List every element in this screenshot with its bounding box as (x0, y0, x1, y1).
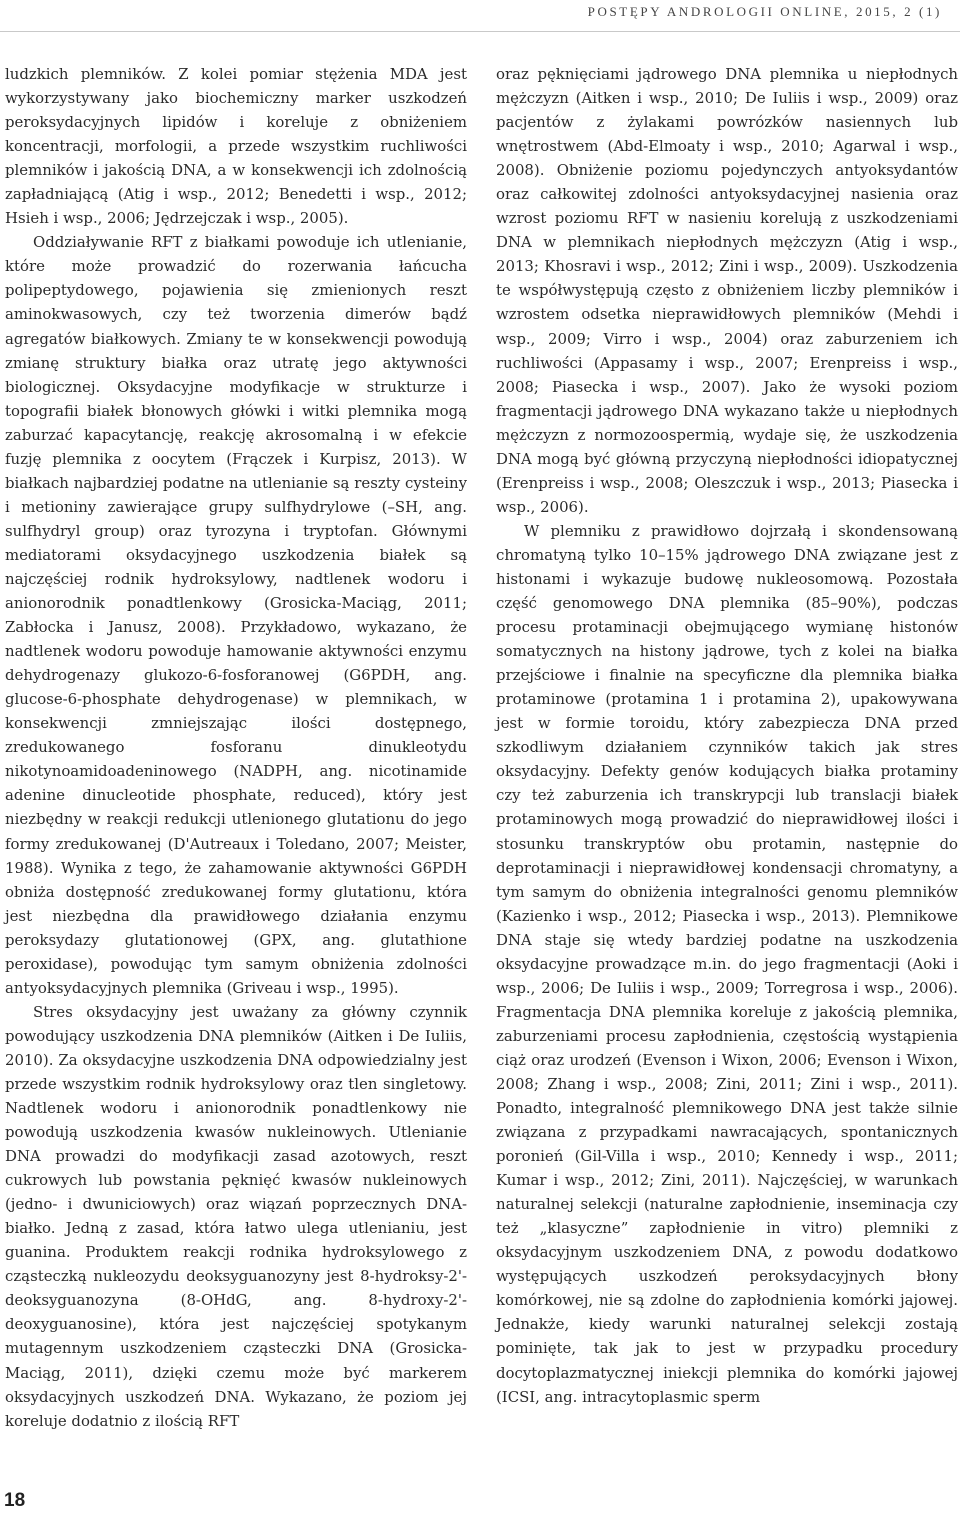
paragraph: Stres oksydacyjny jest uważany za główny czynnik powodujący uszkodzenia DNA plemników (Aitken i De Iuliis, 2010). Za oksydacyjne uszkodzenia DNA odpowiedzialny jest przede wszystkim rodnik hydroksylowy oraz tlen singletowy. Nadtlenek wodoru i anionorodnik ponadtlenkowy nie powodują uszkodzenia kwasów nukleinowych. Utlenianie DNA prowadzi do modyfikacji zasad azotowych, reszt cukrowych lub powstania pęknięć kwasów nukleinowych (jedno- i dwuniciowych) oraz wiązań poprzecznych DNA-białko. Jedną z zasad, która łatwo ulega utlenianiu, jest guanina. Produktem reakcji rodnika hydroksylowego z cząsteczką nukleozydu deoksyguanozyny jest 8-hydroksy-2'-deoksyguanozyna (8-OHdG, ang. 8-hydroxy-2'-deoxyguanosine), która jest najczęściej spotykanym mutagennym uszkodzeniem cząsteczki DNA (Grosicka-Maciąg, 2011), dzięki czemu może być markerem oksydacyjnych uszkodzeń DNA. Wykazano, że poziom jej koreluje dodatnio z ilością RFT (5, 1002, 467, 1430)
left-column (5, 62, 467, 1433)
right-column (496, 62, 958, 1409)
paragraph: ludzkich plemników. Z kolei pomiar stężenia MDA jest wykorzystywany jako biochemiczny marker uszkodzeń peroksydacyjnych lipidów i koreluje z obniżeniem koncentracji, morfologii, a przede wszystkim ruchliwości plemników i jakością DNA, a w konsekwencji ich zdolnością zapładniającą (Atig i wsp., 2012; Benedetti i wsp., 2012; Hsieh i wsp., 2006; Jędrzejczak i wsp., 2005). (5, 65, 467, 228)
running-header: POSTĘPY ANDROLOGII ONLINE, 2015, 2 (1) (587, 4, 942, 19)
page-number: 18 (4, 1490, 26, 1511)
paragraph: W plemniku z prawidłowo dojrzałą i skondensowaną chromatyną tylko 10–15% jądrowego DNA związane jest z histonami i wykazuje budowę nukleosomową. Pozostała część genomowego DNA plemnika (85–90%), podczas procesu protaminacji obejmującego wymianę histonów somatycznych na histony jądrowe, tych z kolei na białka przejściowe i finalnie na specyficzne dla plemnika białka protaminowe (protamina 1 i protamina 2), upakowywana jest w formie toroidu, który zabezpiecza DNA przed szkodliwym działaniem czynników takich jak stres oksydacyjny. Defekty genów kodujących białka protaminy czy też zaburzenia ich transkrypcji lub translacji białek protaminowych mogą prowadzić do nieprawidłowej ilości i stosunku transkryptów obu protamin, następnie do deprotaminacji i nieprawidłowej kondensacji chromatyny, a tym samym do obniżenia integralności genomu plemników (Kazienko i wsp., 2012; Piasecka i wsp., 2013). Plemnikowe DNA staje się wtedy bardziej podatne na uszkodzenia oksydacyjne prowadzące m.in. do jego fragmentacji (Aoki i wsp., 2006; De Iuliis i wsp., 2009; Torregrosa i wsp., 2006). Fragmentacja DNA plemnika koreluje z jakością plemnika, zaburzeniami procesu zapłodnienia, częstością wystąpienia ciąż oraz urodzeń (Evenson i Wixon, 2006; Evenson i Wixon, 2008; Zhang i wsp., 2008; Zini, 2011; Zini i wsp., 2011). Ponadto, integralność plemnikowego DNA jest także silnie związana z przypadkami nawracających, spontanicznych poronień (Gil-Villa i wsp., 2010; Kennedy i wsp., 2011; Kumar i wsp., 2012; Zini, 2011). Najczęściej, w warunkach naturalnej selekcji (naturalne zapłodnienie, inseminacja czy też „klasyczne” zapłodnienie in vitro) plemniki z oksydacyjnym uszkodzeniem DNA, z powodu dodatkowo występujących uszkodzeń peroksydacyjnych błony komórkowej, nie są zdolne do zapłodnienia komórki jajowej. Jednakże, kiedy warunki naturalnej selekcji zostają pominięte, tak jak to jest w przypadku procedury docytoplazmatycznej iniekcji plemnika do komórki jajowej (ICSI, ang. intracytoplasmic sperm (496, 521, 958, 1406)
header-divider (0, 31, 960, 32)
paragraph: oraz pęknięciami jądrowego DNA plemnika u niepłodnych mężczyzn (Aitken i wsp., 2010; De Iuliis i wsp., 2009) oraz pacjentów z żylakami powrózków nasiennych lub wnętrostwem (Abd-Elmoaty i wsp., 2010; Agarwal i wsp., 2008). Obniżenie poziomu pojedynczych antyoksydantów oraz całkowitej zdolności antyoksydacyjnej nasienia oraz wzrost poziomu RFT w nasieniu korelują z uszkodzeniami DNA w plemnikach niepłodnych mężczyzn (Atig i wsp., 2013; Khosravi i wsp., 2012; Zini i wsp., 2009). Uszkodzenia te współwystępują często z obniżeniem liczby plemników i wzrostem odsetka nieprawidłowych plemników (Mehdi i wsp., 2009; Virro i wsp., 2004) oraz zaburzeniem ich ruchliwości (Appasamy i wsp., 2007; Erenpreiss i wsp., 2008; Piasecka i wsp., 2007). Jako że wysoki poziom fragmentacji jądrowego DNA wykazano także u niepłodnych mężczyzn z normozoospermią, wydaje się, że uszkodzenia DNA mogą być główną przyczyną niepłodności idiopatycznej (Erenpreiss i wsp., 2008; Oleszczuk i wsp., 2013; Piasecka i wsp., 2006). (496, 65, 958, 516)
paragraph: Oddziaływanie RFT z białkami powoduje ich utlenianie, które może prowadzić do rozerwania łańcucha polipeptydowego, pojawienia się zmienionych reszt aminokwasowych, czy też tworzenia dimerów bądź agregatów białkowych. Zmiany te w konsekwencji powodują zmianę struktury białka oraz utratę jego aktywności biologicznej. Oksydacyjne modyfikacje w strukturze i topografii białek błonowych główki i witki plemnika mogą zaburzać kapacytancję, reakcję akrosomalną i w efekcie fuzję plemnika z oocytem (Frączek i Kurpisz, 2013). W białkach najbardziej podatne na utlenianie są reszty cysteiny i metioniny zawierające grupy sulfhydrylowe (–SH, ang. sulfhydryl group) oraz tyrozyna i tryptofan. Głównymi mediatorami oksydacyjnego uszkodzenia białek są najczęściej rodnik hydroksylowy, nadtlenek wodoru i anionorodnik ponadtlenkowy (Grosicka-Maciąg, 2011; Zabłocka i Janusz, 2008). Przykładowo, wykazano, że nadtlenek wodoru powoduje hamowanie aktywności enzymu dehydrogenazy glukozo-6-fosforanowej (G6PDH, ang. glucose-6-phosphate dehydrogenase) w plemnikach, w konsekwencji zmniejszając ilości dostępnego, zredukowanego fosforanu dinukleotydu nikotynoamidoadeninowego (NADPH, ang. nicotinamide adenine dinucleotide phosphate, reduced), który jest niezbędny w reakcji redukcji utlenionego glutationu do jego formy zredukowanej (D'Autreaux i Toledano, 2007; Meister, 1988). Wynika z tego, że zahamowanie aktywności G6PDH obniża dostępność zredukowanej formy glutationu, która jest niezbędna dla prawidłowego działania enzymu peroksydazy glutationowej (GPX, ang. glutathione peroxidase), powodując tym samym obniżenia zdolności antyoksydacyjnych plemnika (Griveau i wsp., 1995). (5, 233, 467, 997)
